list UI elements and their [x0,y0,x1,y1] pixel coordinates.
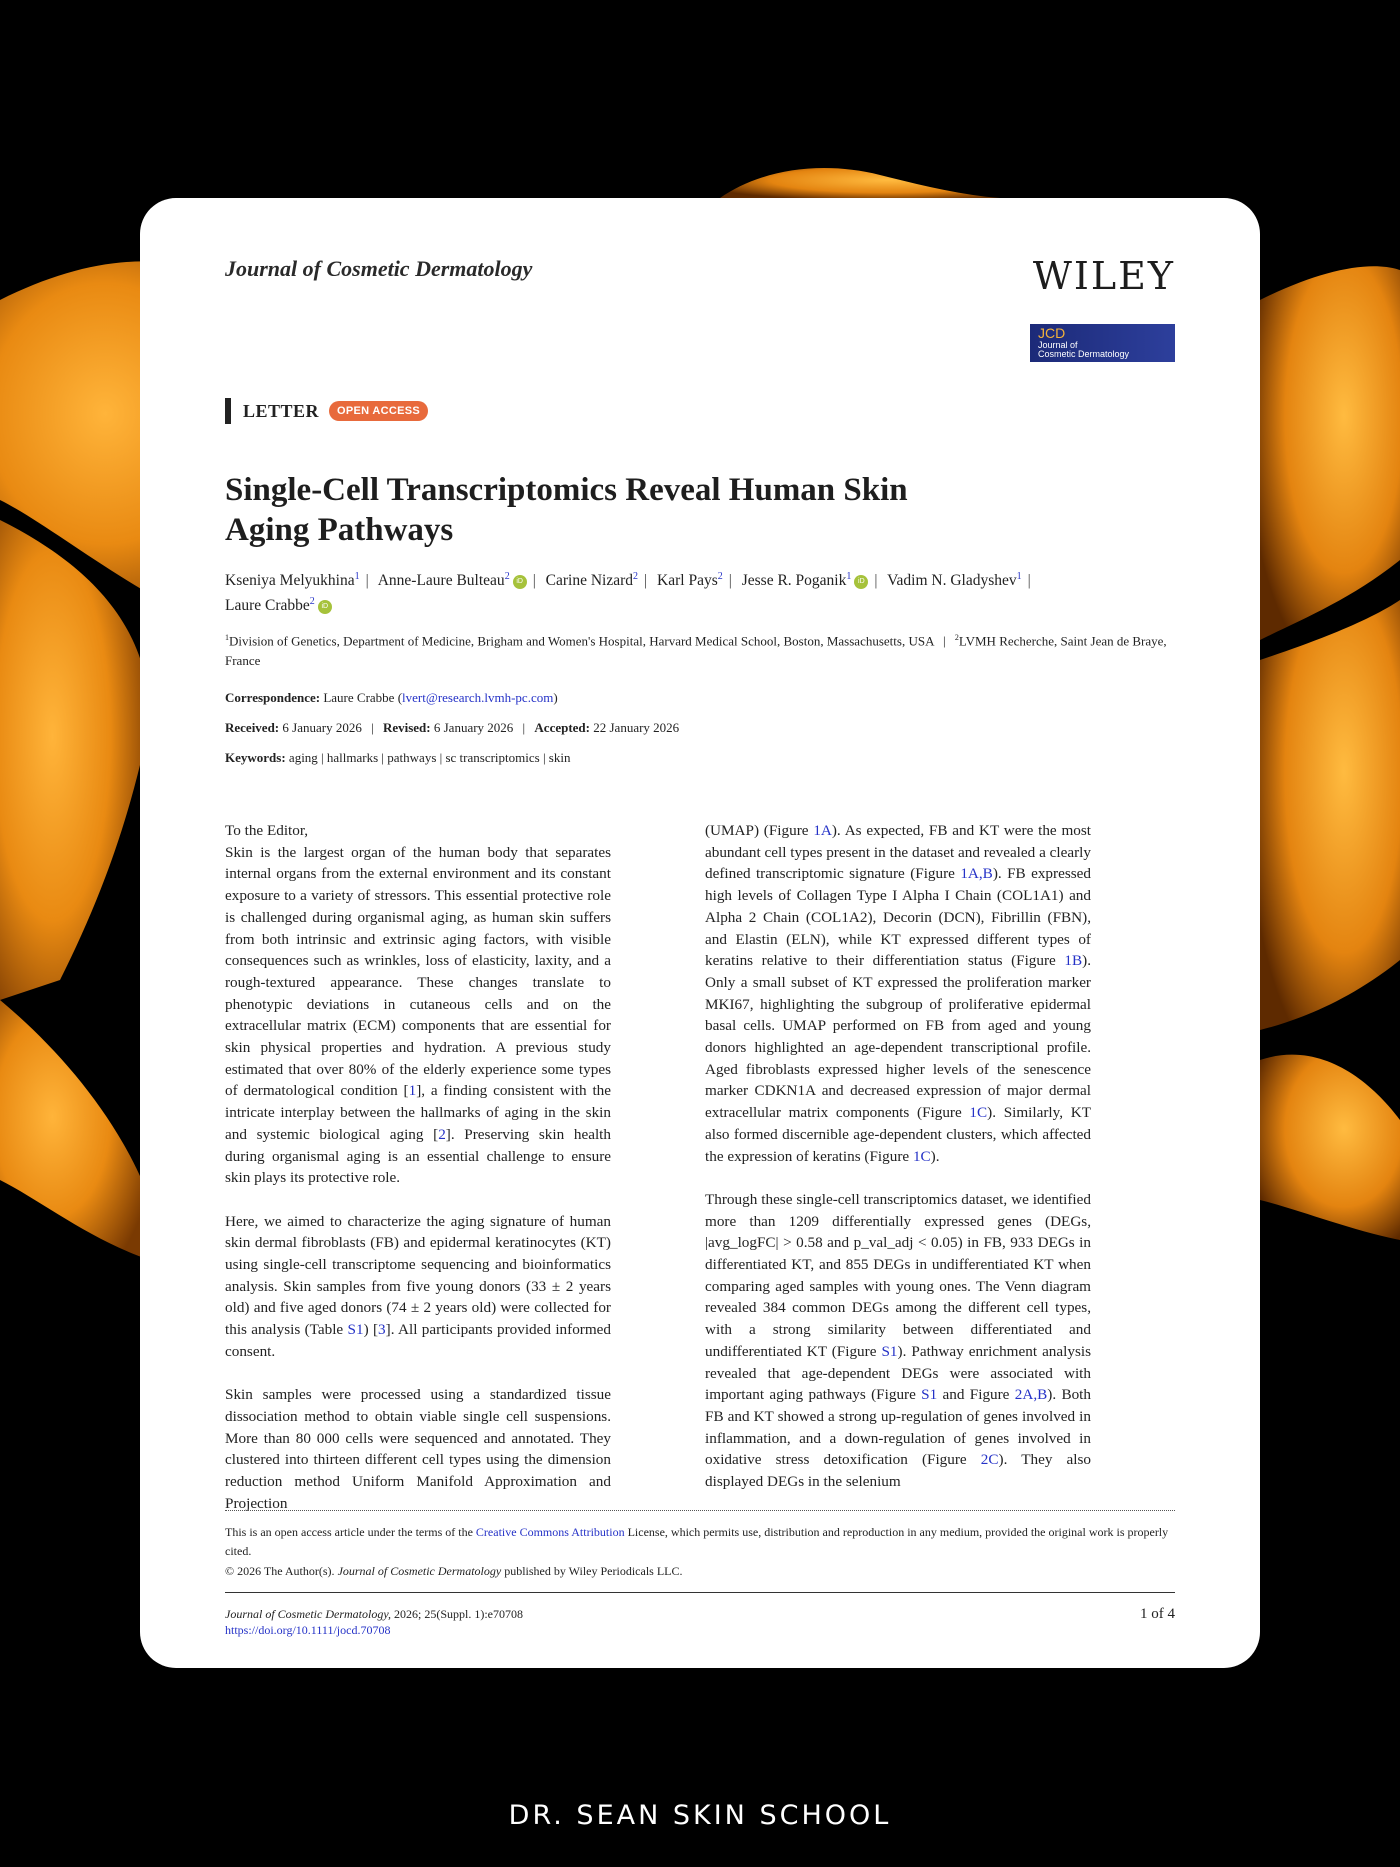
orcid-icon[interactable]: iD [318,600,332,614]
orcid-icon[interactable]: iD [513,575,527,589]
citation: Journal of Cosmetic Dermatology, 2026; 25(Suppl. 1):e70708 https://doi.org/10.1111/jocd.70708 [225,1607,523,1637]
figure-link[interactable]: 1B [1064,952,1083,970]
doi-link[interactable]: https://doi.org/10.1111/jocd.70708 [225,1623,391,1637]
title-line-2: Aging Pathways [225,512,454,548]
page-number: 1 of 4 [1140,1606,1175,1622]
supplementary-figure-link[interactable]: S1 [881,1342,898,1360]
accepted-date: 22 January 2026 [593,720,680,735]
author[interactable]: Carine Nizard$^2$ [545,571,639,590]
journal-cover-badge [1030,324,1175,362]
article-type-row [225,398,428,424]
affiliation-2: LVMH Recherche, Saint Jean de Braye, France [225,633,1167,669]
author[interactable]: Kseniya Melyukhina$^1$ [225,571,360,590]
article-title [225,470,1025,550]
reference-link[interactable]: 2 [438,1125,446,1143]
affiliation-1: Division of Genetics, Department of Medicine, Brigham and Women's Hospital, Harvard Medical School, Boston, Massachusetts, USA [229,633,934,649]
received-date: 6 January 2026 [282,720,362,735]
paragraph-3: Skin samples were processed using a standardized tissue dissociation method to obtain viable single cell suspensions. More than 80 000 cells were sequenced and annotated. They clustered into thirteen different cell types using the dimension reduction method Uniform Manifold Approximation and Projection [225,1386,611,1512]
open-access-badge: OPEN ACCESS [329,401,428,421]
supplementary-table-link[interactable]: S1 [347,1321,364,1339]
author[interactable]: Anne-Laure Bulteau$^2$ iD [378,572,527,589]
article-page [225,198,1175,1668]
paragraph-2: Here, we aimed to characterize the aging signature of human skin dermal fibroblasts (FB) and epidermal keratinocytes (KT) using single-cell transcriptome sequencing and bioinformatics analysis. Skin samples from five young donors (33 ± 2 years old) and five aged donors (74 ± 2 years old) were collected for this analysis (Table S1) [3]. All participants provided informed consent. [225,1212,611,1360]
paragraph-4: (UMAP) (Figure 1A). As expected, FB and KT were the most abundant cell types present in the dataset and revealed a clearly defined transcriptomic signature (Figure 1A,B). FB expressed high levels of Collagen Type I Alpha I Chain (COL1A1) and Alpha 2 Chain (COL1A2), Decorin (DCN), Fibrillin (FBN), and Elastin (ELN), while KT expressed different types of keratins relative to their differentiation status (Figure 1B). Only a small subset of KT expressed the proliferation marker MKI67, highlighting the subgroup of proliferative epidermal basal cells. UMAP performed on FB from aged and young donors highlighted an age-dependent transcriptional profile. Aged fibroblasts expressed higher levels of the senescence marker CDKN1A and decreased expression of major dermal extracellular matrix components (Figure 1C). Similarly, KT also formed discernible age-dependent clusters, which affected the expression of keratins (Figure 1C). [705,822,1091,1165]
keyword-list: aging | hallmarks | pathways | sc transcriptomics | skin [288,750,571,765]
dates: Received: 6 January 2026 | Revised: 6 January 2026 | Accepted: 22 January 2026 [225,720,680,735]
journal-name: Journal of Cosmetic Dermatology [225,256,533,281]
cc-license-link[interactable]: Creative Commons Attribution [475,1525,625,1539]
author[interactable]: Jesse R. Poganik$^1$ iD [742,572,869,589]
author[interactable]: Vadim N. Gladyshev$^1$ [887,571,1022,590]
affiliations: $^1$Division of Genetics, Department of Medicine, Brigham and Women's Hospital, Harvard Medical School, Boston, Massachusetts, USA | $^2$LVMH Recherche, Saint Jean de Braye, France [225,633,1167,669]
figure-link[interactable]: 1C [969,1104,988,1122]
body-column-right [705,820,1091,1514]
reference-link[interactable]: 3 [378,1321,386,1339]
figure-link[interactable]: 1A [813,822,832,839]
brand-caption: DR. SEAN SKIN SCHOOL [508,1800,892,1831]
figure-link[interactable]: 2A,B [1014,1386,1048,1404]
paragraph-5: Through these single-cell transcriptomics dataset, we identified more than 1209 differentially expressed genes (DEGs, |avg_logFC| > 0.58 and p_val_adj < 0.05) in FB, 933 DEGs in differentiated KT, and 855 DEGs in undifferentiated KT when comparing aged samples with young ones. The Venn diagram revealed 384 common DEGs among the different cell types, with a strong similarity between differentiated and undifferentiated KT (Figure S1). Pathway enrichment analysis revealed that age-dependent DEGs were associated with important aging pathways (Figure S1 and Figure 2A,B). Both FB and KT showed a strong up-regulation of genes involved in inflammation, and a down-regulation of genes involved in oxidative stress detoxification (Figure 2C). They also displayed DEGs in the selenium [705,1190,1091,1491]
orcid-icon[interactable]: iD [854,575,868,589]
article-card [140,198,1260,1668]
author[interactable]: Karl Pays$^2$ [657,571,723,590]
license-note: This is an open access article under the terms of the Creative Commons Attribution License, which permits use, distribution and reproduction in any medium, provided the original work is properly cited. [225,1525,1169,1558]
footer-divider [225,1592,1175,1593]
article-type: LETTER [243,400,320,421]
author[interactable]: Laure Crabbe$^2$ iD [225,597,332,614]
figure-link[interactable]: 1C [912,1147,931,1165]
badge-full-line1: Journal of [1038,340,1078,350]
figure-link[interactable]: 1A,B [960,865,993,883]
publisher-logo: WILEY [1032,254,1175,298]
title-line-1: Single-Cell Transcriptomics Reveal Human Skin [225,472,908,508]
revised-date: 6 January 2026 [433,720,514,735]
supplementary-figure-link[interactable]: S1 [921,1386,938,1404]
correspondence: Correspondence: Laure Crabbe (lvert@research.lvmh-pc.com) [225,690,558,705]
body-column-left [225,820,611,1536]
figure-link[interactable]: 2C [980,1451,999,1469]
footer-divider-dotted [225,1510,1175,1511]
keywords: Keywords: aging | hallmarks | pathways | sc transcriptomics | skin [225,750,571,765]
correspondence-email-link[interactable]: lvert@research.lvmh-pc.com [402,690,554,705]
badge-abbr: JCD [1038,325,1066,341]
type-bar [225,398,231,424]
paragraph-1: Skin is the largest organ of the human body that separates internal organs from the external environment and its constant exposure to a variety of stressors. This essential protective role is challenged during organismal aging, as human skin suffers from both intrinsic and extrinsic aging factors, with visible consequences such as wrinkles, loss of elasticity, laxity, and a rough-textured appearance. These changes translate to phenotypic deviations in cutaneous cells and on the extracellular matrix (ECM) components that are essential for skin physical properties and hydration. A previous study estimated that over 80% of the elderly experience some types of dermatological condition [1], a finding consistent with the intricate interplay between the hallmarks of aging in the skin and systemic biological aging [2]. Preserving skin health during organismal aging is an essential challenge to ensure skin plays its protective role. [225,843,611,1187]
badge-full-line2: Cosmetic Dermatology [1038,349,1130,359]
greeting: To the Editor, [225,822,309,839]
author-list: Kseniya Melyukhina$^1$ | Anne-Laure Bulteau$^2$ iD | Carine Nizard$^2$ | Karl Pays$^2$ | Jesse R. Poganik$^1$ iD | Vadim N. Gladyshev$^1$ | Laure Crabbe$^2$ iD [225,571,1031,615]
copyright-note: © 2026 The Author(s). Journal of Cosmetic Dermatology published by Wiley Periodicals LLC. [225,1564,683,1578]
reference-link[interactable]: 1 [408,1082,417,1100]
